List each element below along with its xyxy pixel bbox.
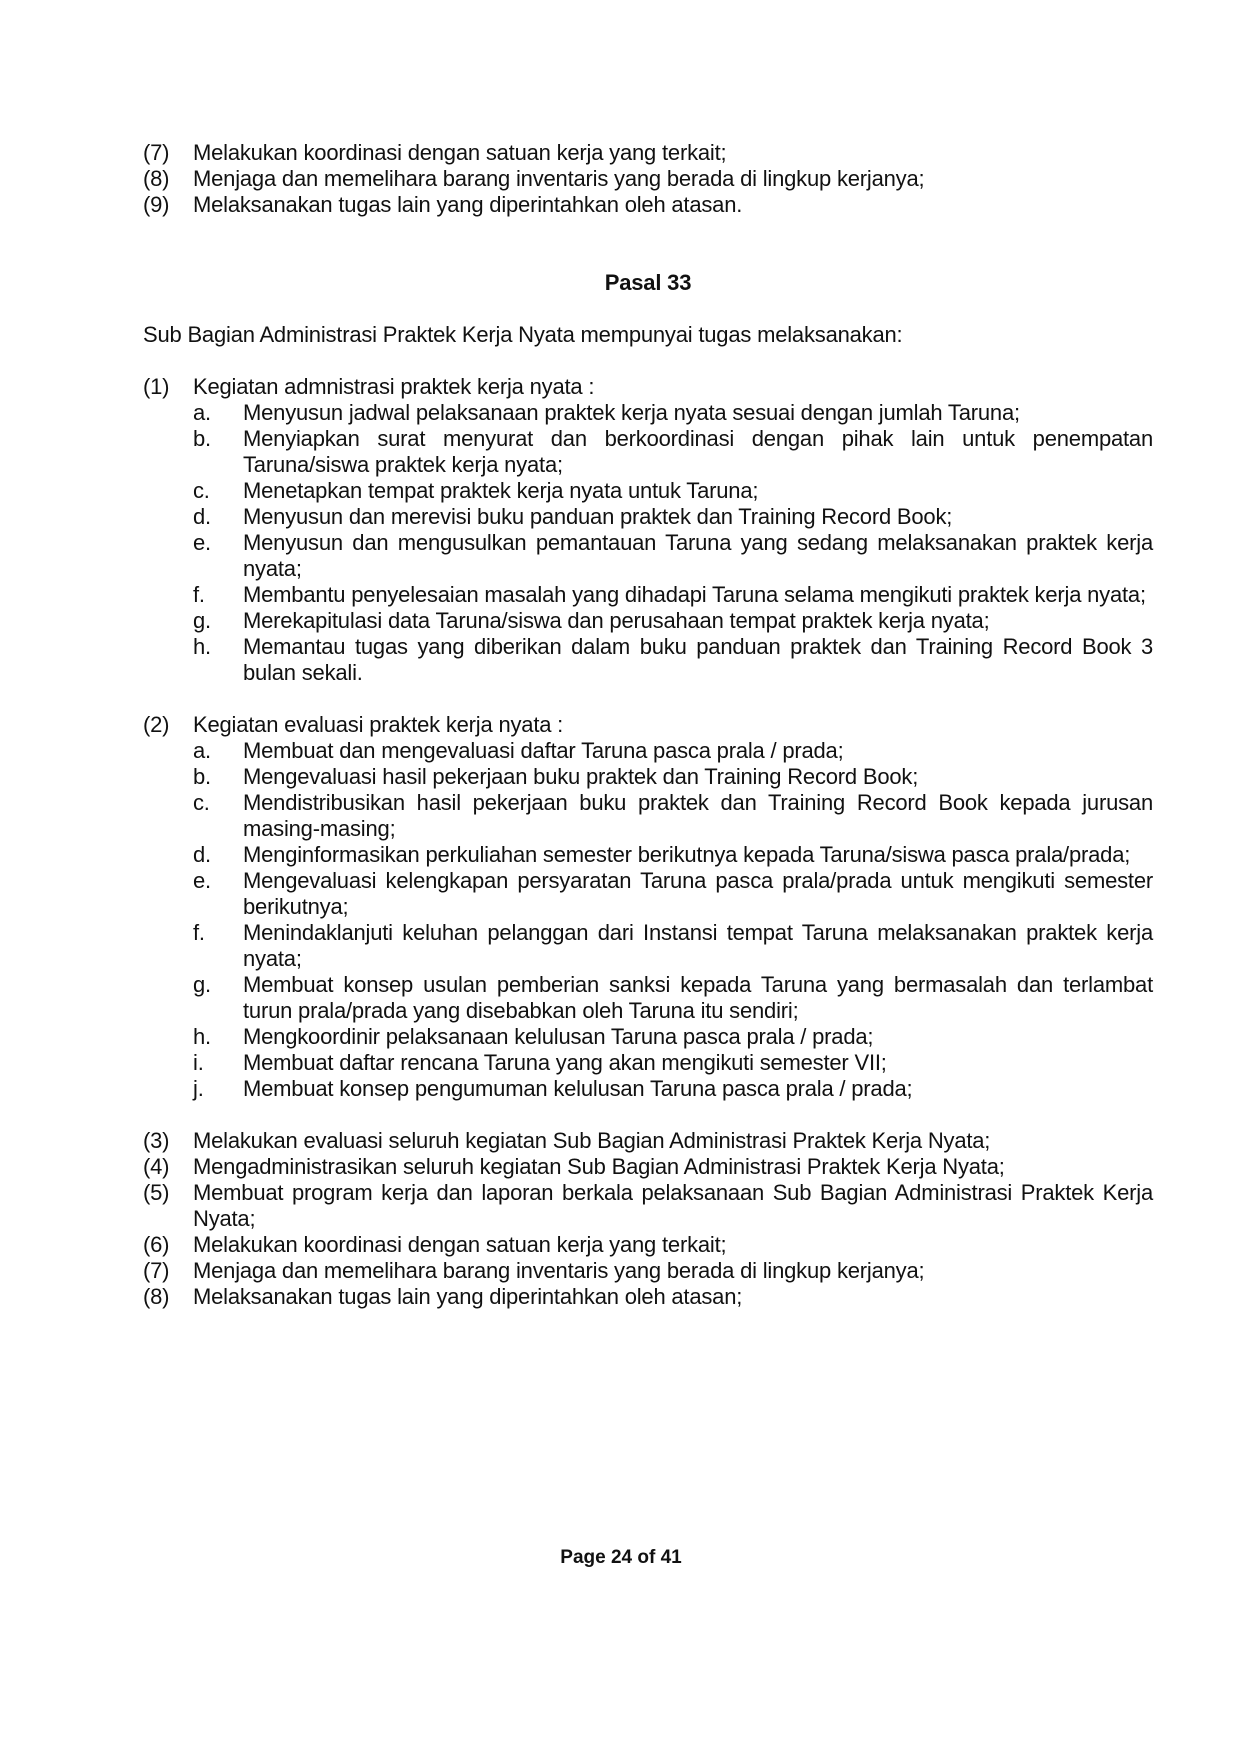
sub-item-text: Membantu penyelesaian masalah yang dihadapi Taruna selama mengikuti praktek kerja nyata;: [243, 582, 1146, 607]
sub-item-text: Mengevaluasi hasil pekerjaan buku praktek dan Training Record Book;: [243, 764, 919, 789]
sub-item: [143, 868, 1153, 920]
section-heading: Pasal 33: [604, 270, 692, 295]
sub-item-text: Memantau tugas yang diberikan dalam buku panduan praktek dan Training Record Book 3 bulan sekali.: [243, 634, 1153, 685]
sub-item-text: Menyusun dan mengusulkan pemantauan Taruna yang sedang melaksanakan praktek kerja nyata;: [243, 530, 1153, 581]
item-number: (8): [143, 166, 170, 191]
sub-item-letter: f.: [193, 920, 205, 945]
sub-item-text: Menginformasikan perkuliahan semester berikutnya kepada Taruna/siswa pasca prala/prada;: [243, 842, 1131, 867]
sub-item: [143, 920, 1153, 972]
sub-item-text: Merekapitulasi data Taruna/siswa dan perusahaan tempat praktek kerja nyata;: [243, 608, 990, 633]
sub-item: [143, 972, 1153, 1024]
sub-item-text: Membuat konsep pengumuman kelulusan Taruna pasca prala / prada;: [243, 1076, 913, 1101]
item-text: Menjaga dan memelihara barang inventaris yang berada di lingkup kerjanya;: [193, 166, 925, 191]
sub-item: [143, 530, 1153, 582]
sub-item-text: Membuat daftar rencana Taruna yang akan mengikuti semester VII;: [243, 1050, 887, 1075]
sub-item-letter: g.: [193, 972, 211, 997]
sub-item: [143, 478, 1153, 504]
item-number: (7): [143, 140, 170, 165]
sub-item-text: Menyusun dan merevisi buku panduan praktek dan Training Record Book;: [243, 504, 953, 529]
sub-item-letter: e.: [193, 530, 211, 555]
list-item: [143, 1180, 1153, 1232]
sub-item-letter: g.: [193, 608, 211, 633]
sub-item-letter: h.: [193, 634, 211, 659]
item-text: Melakukan koordinasi dengan satuan kerja yang terkait;: [193, 1232, 727, 1257]
sub-item: [143, 426, 1153, 478]
list-item: [143, 1258, 1153, 1284]
sub-item-letter: c.: [193, 790, 210, 815]
sub-item: [143, 1024, 1153, 1050]
sub-item-text: Menyusun jadwal pelaksanaan praktek kerja nyata sesuai dengan jumlah Taruna;: [243, 400, 1020, 425]
sub-item-text: Mengevaluasi kelengkapan persyaratan Taruna pasca prala/prada untuk mengikuti semester berikutnya;: [243, 868, 1153, 919]
sub-item-text: Menyiapkan surat menyurat dan berkoordinasi dengan pihak lain untuk penempatan Taruna/siswa praktek kerja nyata;: [243, 426, 1153, 477]
page-footer: Page 24 of 41: [560, 1547, 682, 1568]
document-content: [143, 140, 1153, 1310]
item-number: (3): [143, 1128, 170, 1153]
sub-item: [143, 842, 1153, 868]
item-text: Melakukan evaluasi seluruh kegiatan Sub Bagian Administrasi Praktek Kerja Nyata;: [193, 1128, 991, 1153]
item-number: (6): [143, 1232, 170, 1257]
list-item: [143, 374, 1153, 400]
list-item: [143, 1128, 1153, 1154]
sub-item-text: Mengkoordinir pelaksanaan kelulusan Taruna pasca prala / prada;: [243, 1024, 874, 1049]
sub-item: [143, 634, 1153, 686]
sub-item: [143, 582, 1153, 608]
sub-item-letter: e.: [193, 868, 211, 893]
list-item: [143, 192, 1153, 218]
sub-item: [143, 738, 1153, 764]
item-text: Membuat program kerja dan laporan berkala pelaksanaan Sub Bagian Administrasi Praktek Kerja Nyata;: [193, 1180, 1153, 1231]
sub-item: [143, 1076, 1153, 1102]
item-text: Kegiatan evaluasi praktek kerja nyata :: [193, 712, 564, 737]
sub-item: [143, 400, 1153, 426]
item-number: (7): [143, 1258, 170, 1283]
sub-item-letter: a.: [193, 400, 211, 425]
item-text: Menjaga dan memelihara barang inventaris yang berada di lingkup kerjanya;: [193, 1258, 925, 1283]
sub-item-letter: d.: [193, 504, 211, 529]
sub-item-letter: f.: [193, 582, 205, 607]
sub-item-letter: i.: [193, 1050, 204, 1075]
section-intro: Sub Bagian Administrasi Praktek Kerja Nyata mempunyai tugas melaksanakan:: [143, 322, 903, 347]
sub-item-letter: b.: [193, 426, 211, 451]
sub-item: [143, 608, 1153, 634]
item-number: (2): [143, 712, 170, 737]
item-text: Melakukan koordinasi dengan satuan kerja yang terkait;: [193, 140, 727, 165]
sub-item-letter: h.: [193, 1024, 211, 1049]
item-text: Mengadministrasikan seluruh kegiatan Sub Bagian Administrasi Praktek Kerja Nyata;: [193, 1154, 1005, 1179]
item-text: Melaksanakan tugas lain yang diperintahkan oleh atasan.: [193, 192, 743, 217]
sub-item-letter: a.: [193, 738, 211, 763]
list-item: [143, 1154, 1153, 1180]
sub-item-text: Menetapkan tempat praktek kerja nyata untuk Taruna;: [243, 478, 759, 503]
list-item: [143, 712, 1153, 738]
list-item: [143, 1232, 1153, 1258]
list-item: [143, 140, 1153, 166]
sub-item-letter: b.: [193, 764, 211, 789]
sub-item: [143, 764, 1153, 790]
sub-item: [143, 1050, 1153, 1076]
sub-item-text: Membuat konsep usulan pemberian sanksi kepada Taruna yang bermasalah dan terlambat turun prala/prada yang disebabkan oleh Taruna itu sendiri;: [243, 972, 1153, 1023]
item-number: (8): [143, 1284, 170, 1309]
sub-item: [143, 790, 1153, 842]
sub-item: [143, 504, 1153, 530]
list-item: [143, 1284, 1153, 1310]
item-text: Kegiatan admnistrasi praktek kerja nyata :: [193, 374, 595, 399]
sub-item-letter: d.: [193, 842, 211, 867]
list-item: [143, 166, 1153, 192]
item-number: (9): [143, 192, 170, 217]
item-text: Melaksanakan tugas lain yang diperintahkan oleh atasan;: [193, 1284, 743, 1309]
sub-item-letter: c.: [193, 478, 210, 503]
sub-item-letter: j.: [193, 1076, 204, 1101]
sub-item-text: Mendistribusikan hasil pekerjaan buku praktek dan Training Record Book kepada jurusan masing-masing;: [243, 790, 1153, 841]
sub-item-text: Membuat dan mengevaluasi daftar Taruna pasca prala / prada;: [243, 738, 844, 763]
item-number: (1): [143, 374, 170, 399]
sub-item-text: Menindaklanjuti keluhan pelanggan dari Instansi tempat Taruna melaksanakan praktek kerja nyata;: [243, 920, 1153, 971]
item-number: (4): [143, 1154, 170, 1179]
item-number: (5): [143, 1180, 170, 1205]
